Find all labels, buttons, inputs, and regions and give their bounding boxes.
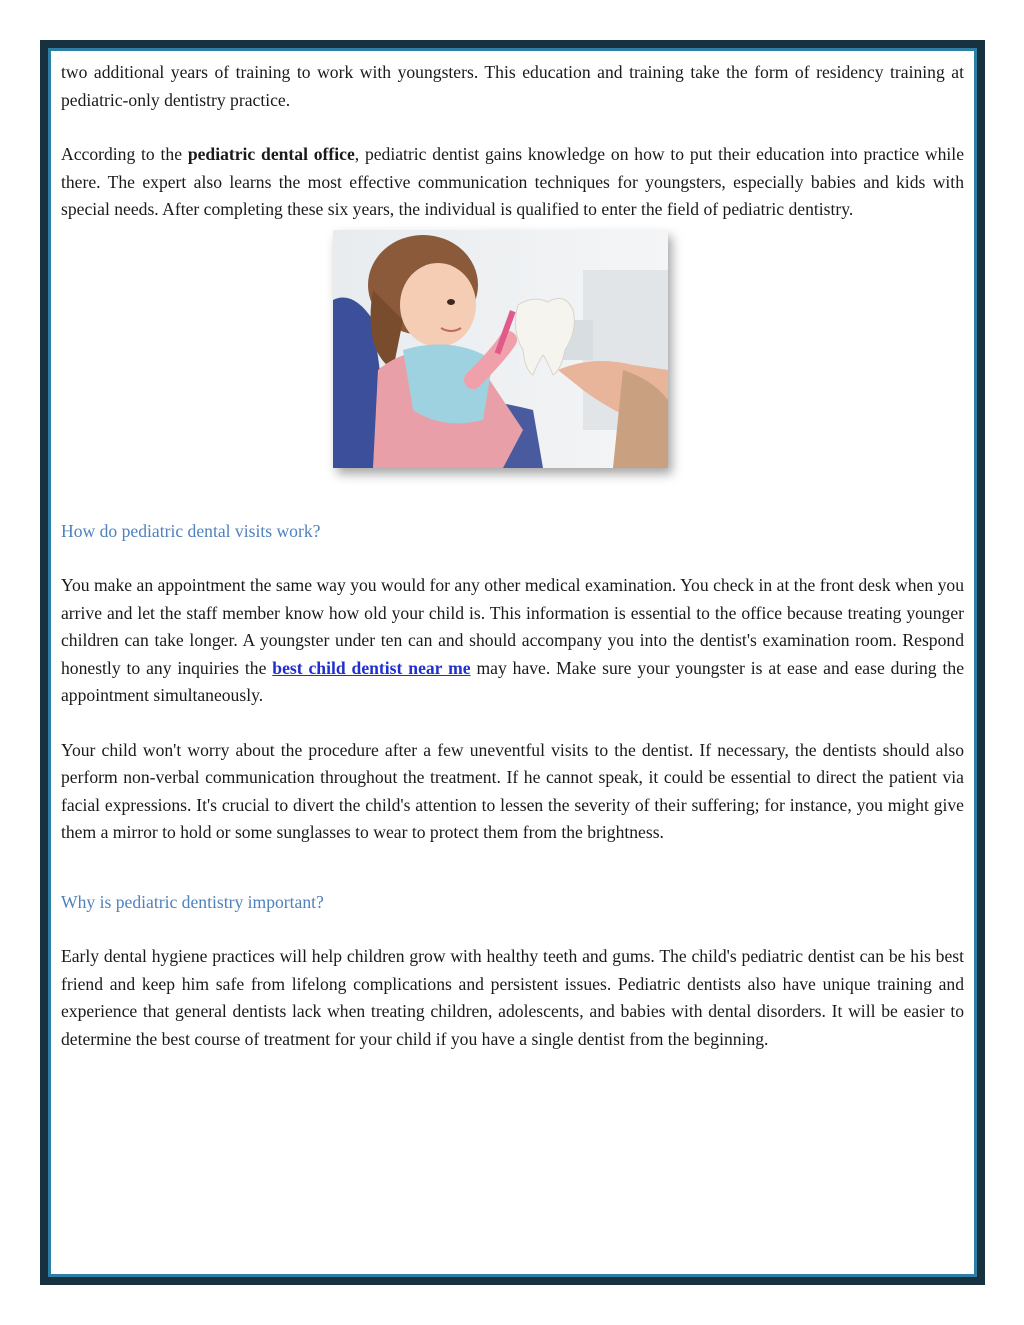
paragraph-hygiene: Early dental hygiene practices will help children grow with healthy teeth and gums. The child's pediatric dentist can be his best friend and keep him safe from lifelong complications and persistent issues. Pediatric dentists also have unique training and experience that general dentists lack when treating children, adolescents, and babies with dental disorders. It will be easier to determine the best course of treatment for your child if you have a single dentist from the beginning.	[61, 946, 964, 1049]
page-border-accent	[48, 48, 977, 1277]
page-border	[40, 40, 985, 1285]
paragraph-child-worry: Your child won't worry about the procedure after a few uneventful visits to the dentist. If necessary, the dentists should also perform non-verbal communication throughout the treatment. If he cannot speak, it could be essential to direct the patient via facial expressions. It's crucial to divert the child's attention to lessen the severity of their suffering; for instance, you might give them a mirror to hold or some sunglasses to wear to protect them from the brightness.	[61, 739, 964, 842]
heading-dental-visits: How do pediatric dental visits work?	[61, 520, 321, 541]
heading-why-important: Why is pediatric dentistry important?	[61, 891, 324, 912]
bold-pediatric-dental-office: pediatric dental office	[187, 144, 355, 164]
paragraph-appointment: You make an appointment the same way you would for any other medical examination. You check in at the front desk when you arrive and let the staff member know how old your child is. This information is essential to the office because treating younger children can take longer. A youngster under ten can and should accompany you into the dentist's examination room. Respond honestly to any inquiries the best child dentist near me may have. Make sure your youngster is at ease and ease during the appointment simultaneously.	[61, 575, 964, 705]
best-child-dentist-link[interactable]: best child dentist near me	[272, 657, 471, 678]
child-dentist-photo	[333, 230, 668, 468]
document-content	[61, 59, 964, 1053]
paragraph-pediatric-office: According to the pediatric dental office, pediatric dentist gains knowledge on how to put their education into practice while there. The expert also learns the most effective communication techniques for youngsters, especially babies and kids with special needs. After completing these six years, the individual is qualified to enter the field of pediatric dentistry.	[61, 144, 965, 219]
page-body	[51, 51, 974, 1274]
paragraph-training: two additional years of training to work with youngsters. This education and training take the form of residency training at pediatric-only dentistry practice.	[61, 62, 964, 110]
